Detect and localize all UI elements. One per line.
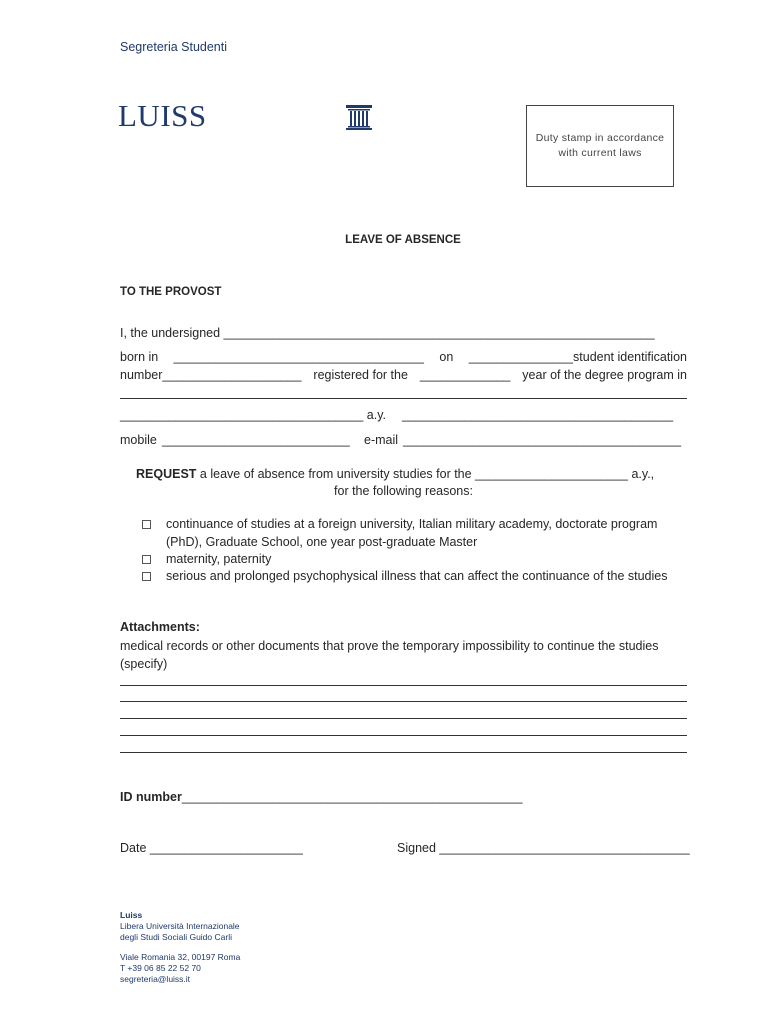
addressee: TO THE PROVOST <box>120 286 222 298</box>
date-label: Date <box>120 841 147 855</box>
born-in-line[interactable] <box>120 350 687 364</box>
ay-left[interactable]: ___________________________________ a.y. <box>120 408 387 422</box>
reason-studies: continuance of studies at a foreign university, Italian military academy, doctorate program (PhD), Graduate School, one year post-graduate Master <box>166 517 658 549</box>
number-line[interactable] <box>120 368 687 382</box>
on-label: on <box>439 350 454 364</box>
ay-right-blank[interactable]: _______________________________________ <box>402 408 674 422</box>
attachments-text: medical records or other documents that prove the temporary impossibility to continue the studies (specify) <box>120 639 659 671</box>
id-number-blank[interactable]: _________________________________________________ <box>181 790 523 804</box>
signed-line[interactable] <box>397 841 690 855</box>
attachment-rule[interactable] <box>120 701 687 702</box>
footer-address: Viale Romania 32, 00197 Roma <box>120 952 241 962</box>
student-number-blank[interactable]: number____________________ <box>120 368 302 382</box>
reason-illness: serious and prolonged psychophysical illness that can affect the continuance of the studies <box>166 569 668 583</box>
attachments-label: Attachments: <box>120 620 200 634</box>
luiss-logo: LUISS <box>118 98 207 133</box>
signed-label: Signed <box>397 841 436 855</box>
reason-checkbox-studies[interactable] <box>142 520 151 529</box>
request-line <box>136 467 654 481</box>
form-title: LEAVE OF ABSENCE <box>345 234 461 246</box>
footer-email[interactable]: segreteria@luiss.it <box>120 974 191 984</box>
mobile-label: mobile <box>120 433 157 447</box>
office-name: Segreteria Studenti <box>120 40 228 54</box>
email-label: e-mail <box>364 433 399 447</box>
footer-phone: T +39 06 85 22 52 70 <box>120 963 201 973</box>
reason-checkbox-maternity[interactable] <box>142 555 151 564</box>
registered-label: registered for the <box>313 368 408 382</box>
degree-program-label: year of the degree program in <box>522 368 687 382</box>
attachment-rule[interactable] <box>120 685 687 686</box>
duty-stamp-text: Duty stamp in accordance with current laws <box>535 132 665 159</box>
year-blank[interactable]: _____________ <box>419 368 511 382</box>
footer-name: Luiss <box>120 910 143 920</box>
footer-line1: Libera Università Internazionale <box>120 921 240 931</box>
duty-stamp-box <box>526 105 674 187</box>
mobile-blank[interactable]: ___________________________ <box>162 433 350 447</box>
undersigned-field[interactable]: I, the undersigned ______________________________________________________________ <box>120 326 655 340</box>
id-number-line[interactable] <box>120 790 522 804</box>
attachment-rule[interactable] <box>120 735 687 736</box>
attachment-rule[interactable] <box>120 718 687 719</box>
attachment-rule[interactable] <box>120 752 687 753</box>
footer-line2: degli Studi Sociali Guido Carli <box>120 932 232 942</box>
email-blank[interactable]: ________________________________________ <box>403 433 682 447</box>
column-logo-icon <box>344 104 374 130</box>
birth-date-blank[interactable]: _______________student identification <box>468 350 687 364</box>
date-line[interactable] <box>120 841 303 855</box>
born-in-label: born in <box>120 350 159 364</box>
signed-blank[interactable]: ____________________________________ <box>439 841 690 855</box>
degree-program-rule[interactable] <box>120 398 687 399</box>
request-bold: REQUEST <box>136 467 197 481</box>
request-text2: for the following reasons: <box>334 484 473 498</box>
reason-maternity: maternity, paternity <box>166 552 272 566</box>
born-in-blank[interactable]: ____________________________________ <box>173 350 424 364</box>
request-text[interactable]: a leave of absence from university studies for the ______________________ a.y., <box>196 467 655 481</box>
date-blank[interactable]: ______________________ <box>149 841 303 855</box>
id-number-label: ID number <box>120 790 182 804</box>
reason-checkbox-illness[interactable] <box>142 572 151 581</box>
